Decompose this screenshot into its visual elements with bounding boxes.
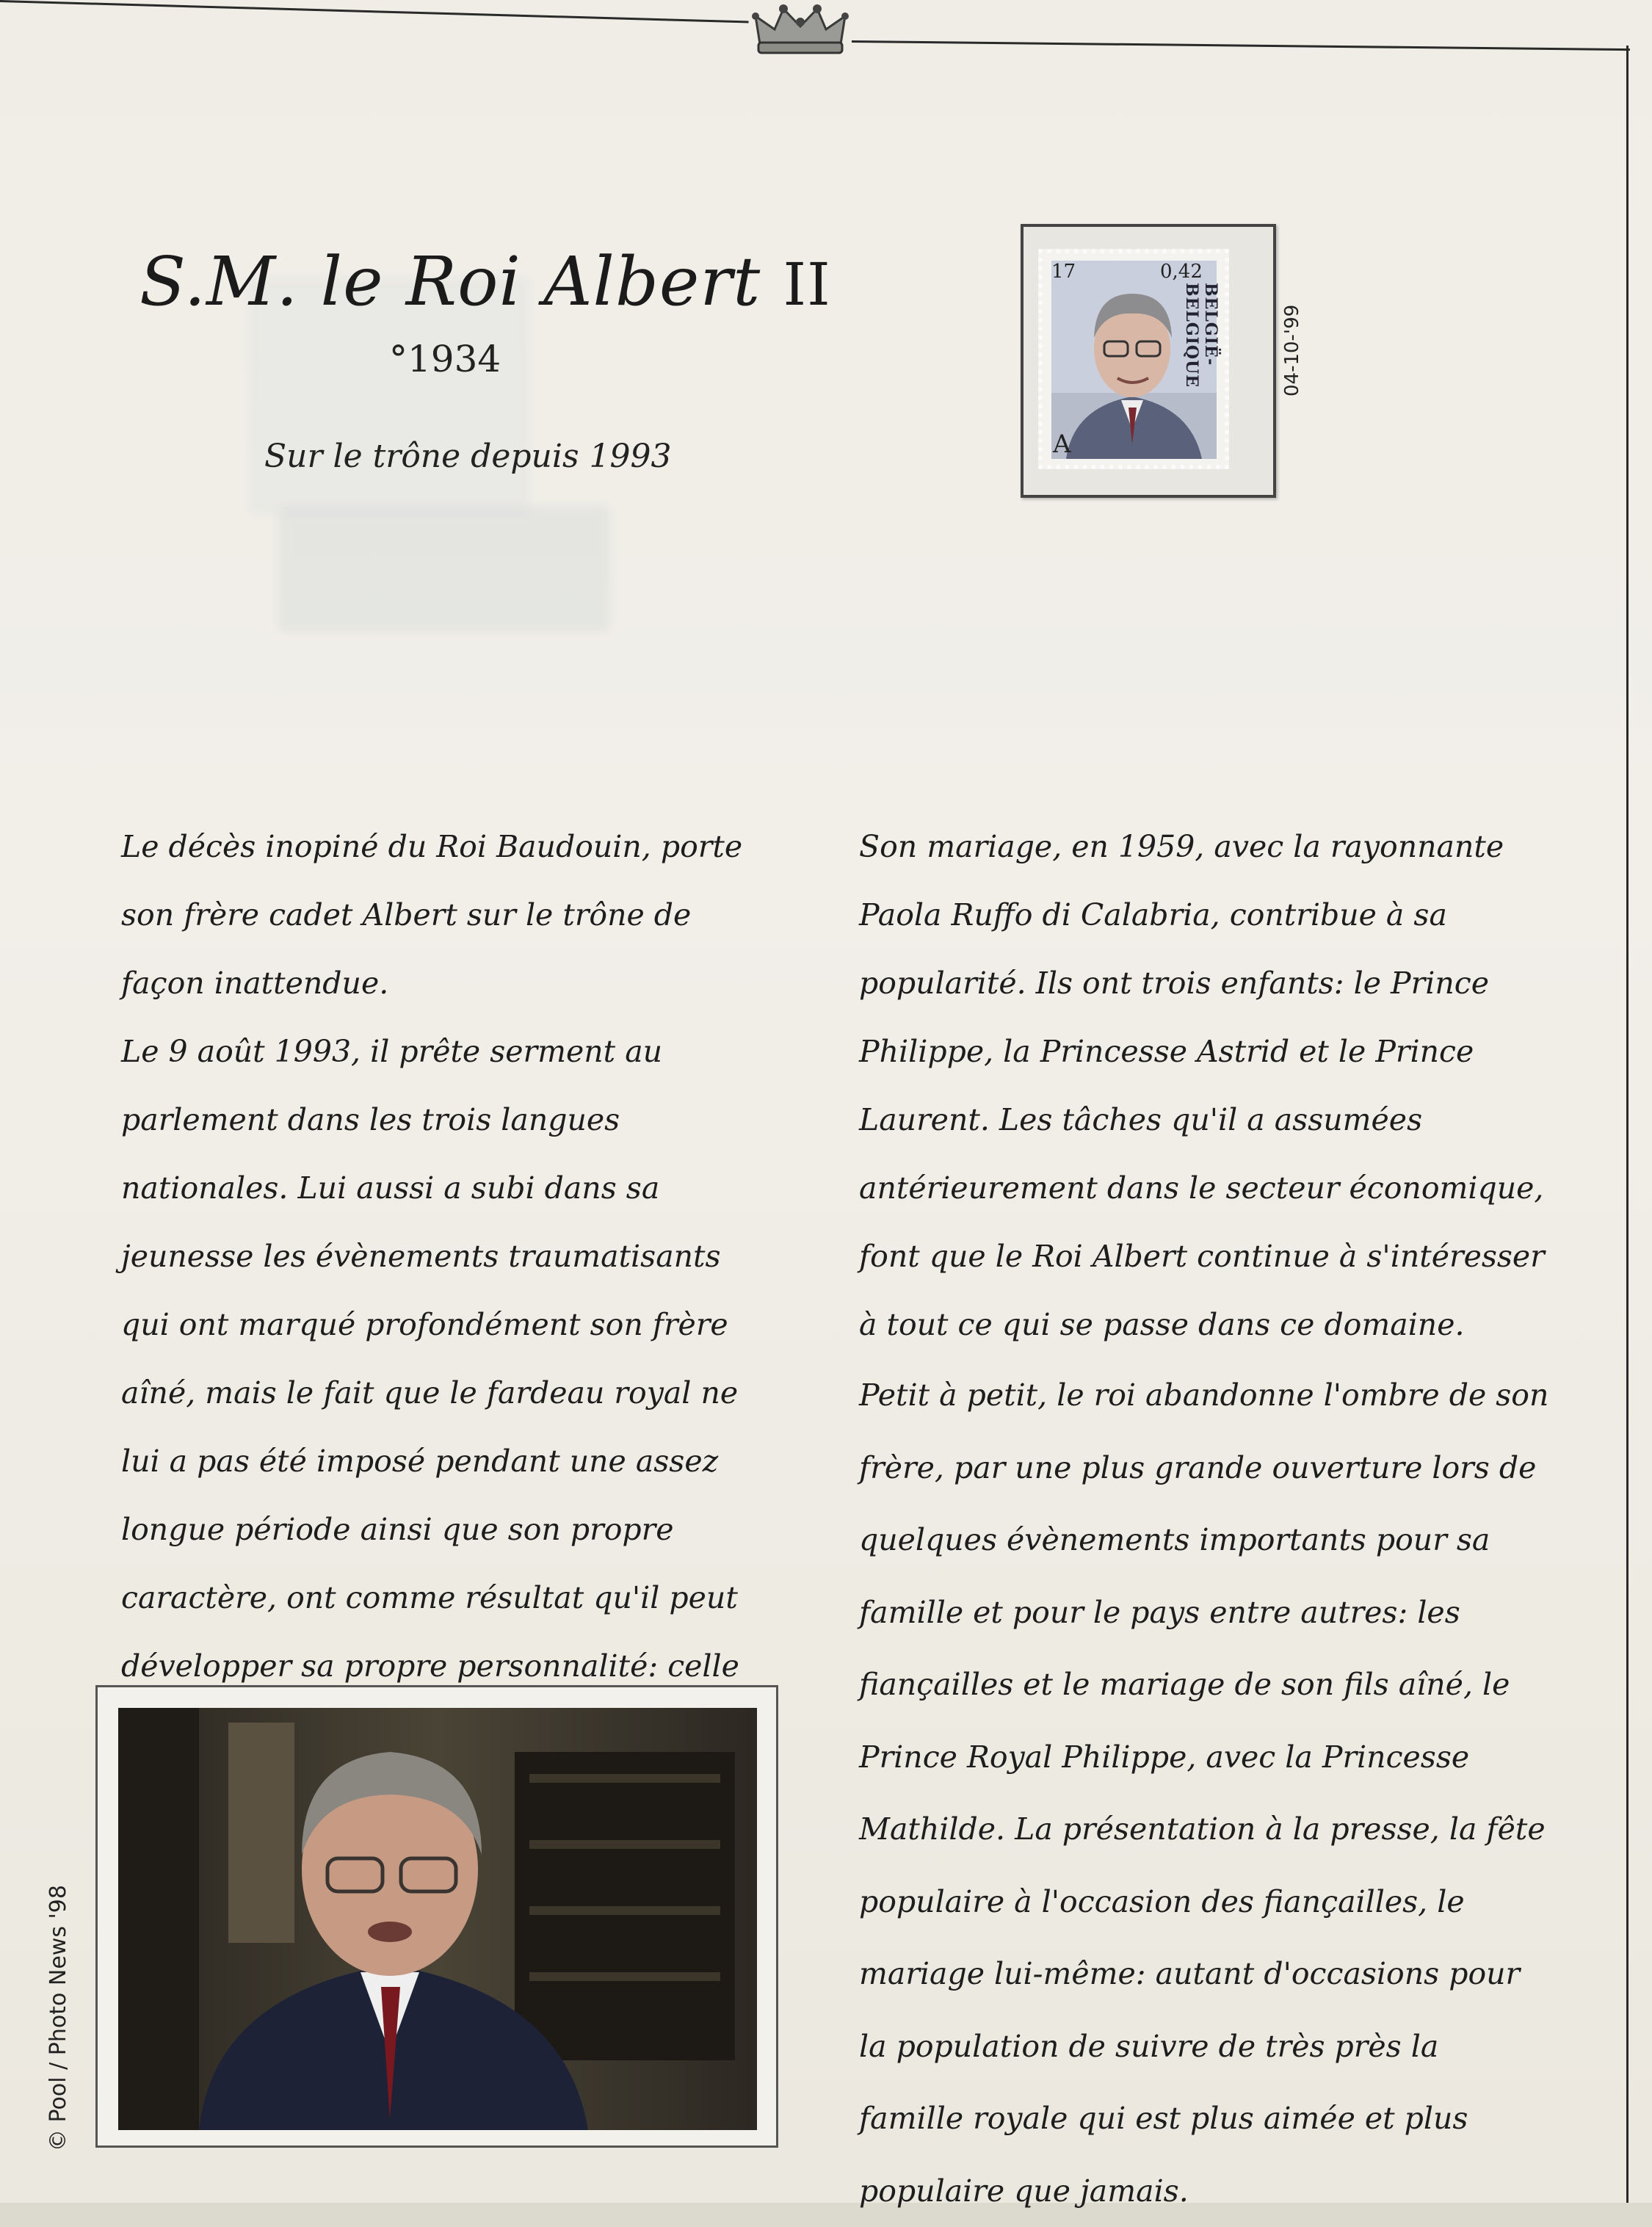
- title-roman-numeral: II: [783, 250, 831, 319]
- right-text-column: [859, 813, 1549, 2227]
- crown-icon: [745, 0, 855, 59]
- paragraph: Le décès inopiné du Roi Baudouin, porte son frère cadet Albert sur le trône de façon inattendue.: [121, 829, 743, 1001]
- stamp-issue-date: 04-10-'99: [1281, 304, 1303, 396]
- photo-credit: © Pool / Photo News '98: [46, 1885, 71, 2151]
- paragraph: Son mariage, en 1959, avec la rayonnante Paola Ruffo di Calabria, contribue à sa popularité. Ils ont trois enfants: le Prince Philippe, la Princesse Astrid et le Prince Laurent. Les tâches qu'il a assumées antérieurement dans le secteur économique, font que le Roi Albert continue à s'intéresser à tout ce qui se passe dans ce domaine.: [859, 829, 1545, 1342]
- page-title: [140, 242, 831, 321]
- photo-frame: [95, 1685, 778, 2148]
- stamp-rate-letter: A: [1053, 430, 1071, 459]
- page-border-top: [0, 0, 749, 23]
- birth-year: °1934: [389, 338, 501, 380]
- stamp: [1038, 249, 1229, 469]
- stamp-country: BELGIË-BELGIQUE: [1182, 283, 1220, 388]
- left-text-column: [121, 813, 775, 1837]
- stamp-value-right: 0,42: [1160, 261, 1203, 283]
- page-border-right: [1626, 46, 1629, 2203]
- paragraph: Petit à petit, le roi abandonne l'ombre de son frère, par une plus grande ouverture lors de quelques évènements importants pour sa famille et pour le pays entre autres: les fiançailles et le mariage de son fils aîné, le Prince Royal Philippe, avec la Princesse Mathilde. La présentation à la presse, la fête populaire à l'occasion des fiançailles, le mariage lui-même: autant d'occasions pour la population de suivre de très près la famille royale qui est plus aimée et plus populaire que jamais.: [859, 1377, 1549, 2209]
- stamp-value-left: 17: [1051, 261, 1076, 283]
- title-main: S.M. le Roi Albert: [140, 242, 761, 321]
- page-border-top-right: [852, 40, 1630, 51]
- reign-caption: Sur le trône depuis 1993: [264, 438, 672, 475]
- paragraph: Le 9 août 1993, il prête serment au parlement dans les trois langues nationales. Lui aussi a subi dans sa jeunesse les évènements traumatisants qui ont marqué profondément son frère aîné, mais le fait que le fardeau royal ne lui a pas été imposé pendant une assez longue période ainsi que son propre caractère, ont comme résultat qu'il peut développer sa propre personnalité: celle: [121, 1034, 739, 1684]
- king-portrait-photo: [118, 1708, 757, 2130]
- stamp-mount: [1021, 224, 1276, 498]
- bleed-through-shape: [279, 507, 609, 631]
